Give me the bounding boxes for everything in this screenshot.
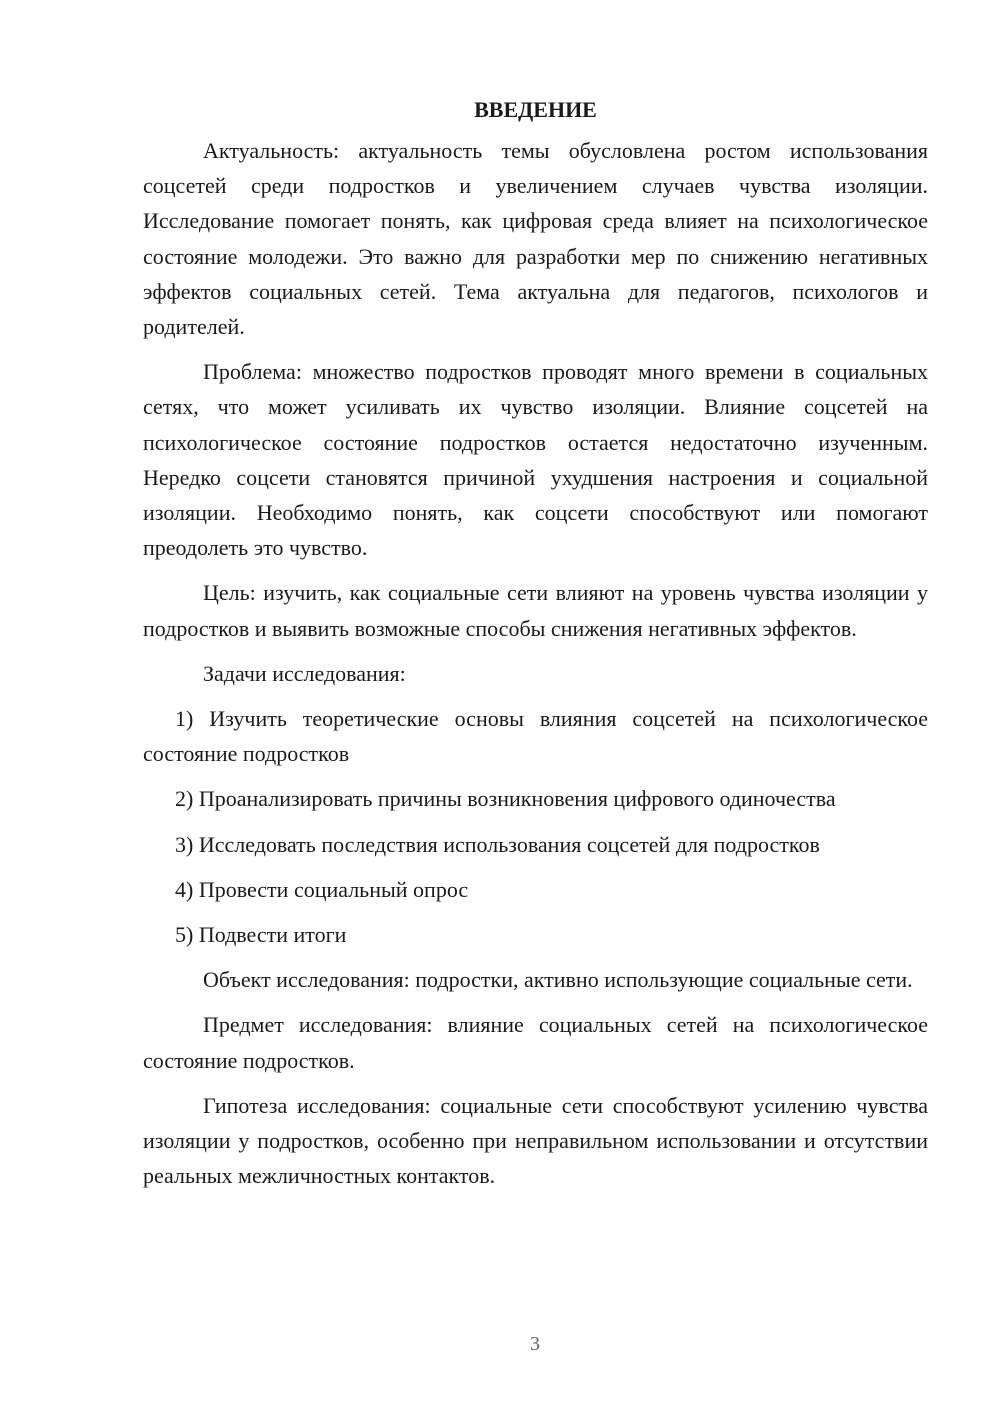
subject-paragraph: Предмет исследования: влияние социальных сетей на психологическое состояние подростков.	[143, 1012, 928, 1073]
problem-paragraph: Проблема: множество подростков проводят много времени в социальных сетях, что может усиливать их чувство изоляции. Влияние соцсетей на психологическое состояние подростков остается недостаточно изученным. Нередко соцсети становятся причиной ухудшения настроения и социальной изоляции. Необходимо понять, как соцсети способствуют или помогают преодолеть это чувство.	[143, 359, 928, 561]
goal-paragraph: Цель: изучить, как социальные сети влияют на уровень чувства изоляции у подростков и выявить возможные способы снижения негативных эффектов.	[143, 580, 928, 641]
object-paragraph: Объект исследования: подростки, активно использующие социальные сети.	[203, 967, 913, 993]
relevance-paragraph: Актуальность: актуальность темы обусловлена ростом использования соцсетей среди подростков и увеличением случаев чувства изоляции. Исследование помогает понять, как цифровая среда влияет на психологическое состояние молодежи. Это важно для разработки мер по снижению негативных эффектов социальных сетей. Тема актуальна для педагогов, психологов и родителей.	[143, 138, 928, 340]
task-item: 4) Провести социальный опрос	[175, 876, 469, 902]
task-item: 1) Изучить теоретические основы влияния соцсетей на психологическое состояние подростков	[143, 706, 928, 767]
hypothesis-paragraph: Гипотеза исследования: социальные сети способствуют усилению чувства изоляции у подростков, особенно при неправильном использовании и отсутствии реальных межличностных контактов.	[143, 1092, 928, 1189]
document-page	[143, 92, 928, 1203]
page-number: 3	[530, 1333, 540, 1355]
section-title: ВВЕДЕНИЕ	[474, 97, 597, 122]
task-item: 3) Исследовать последствия использования соцсетей для подростков	[175, 831, 820, 857]
task-item: 5) Подвести итоги	[175, 922, 347, 948]
task-item: 2) Проанализировать причины возникновения цифрового одиночества	[175, 786, 836, 812]
tasks-heading: Задачи исследования:	[203, 660, 406, 686]
